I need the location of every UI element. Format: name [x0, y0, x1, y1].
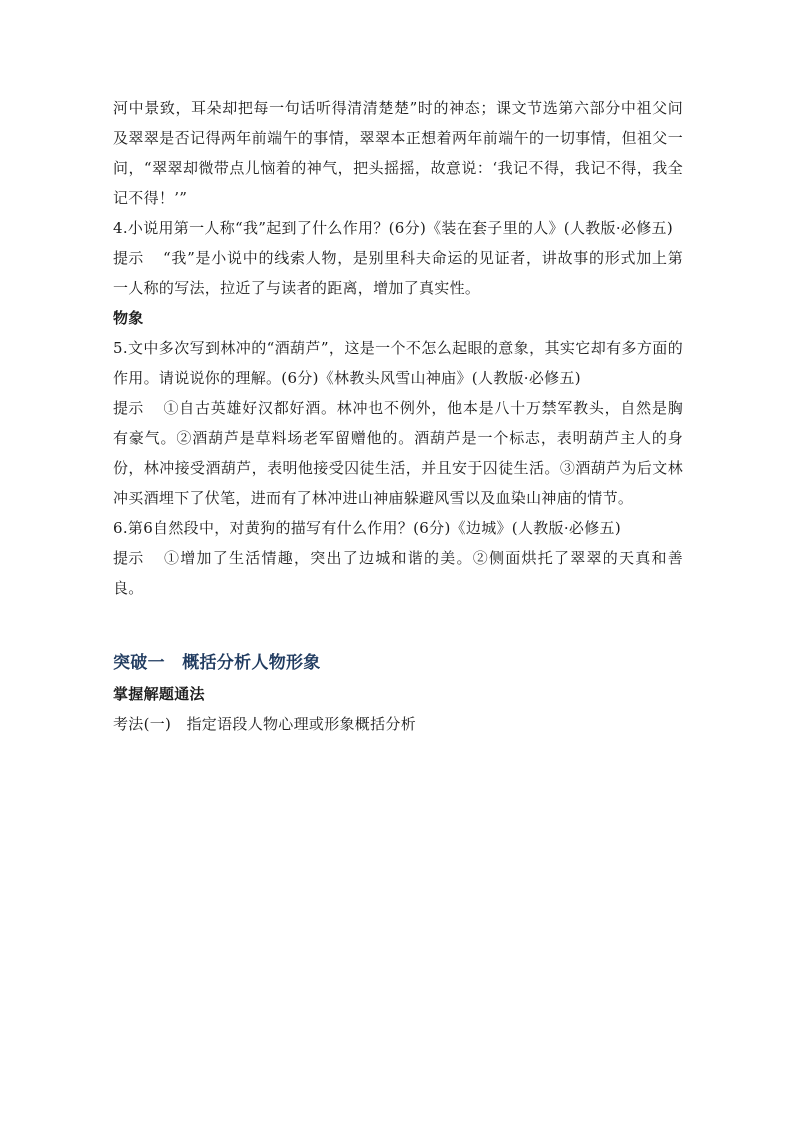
method-line: 考法(一) 指定语段人物心理或形象概括分析 [113, 715, 417, 733]
hint-label: 提示 [113, 549, 144, 567]
section-subheading: 掌握解题通法 [113, 685, 205, 703]
heading-wuxiang: 物象 [113, 309, 144, 327]
answer-hint-4 [113, 243, 683, 303]
paragraph-continued: 河中景致，耳朵却把每一句话听得清清楚楚”时的神态；课文节选第六部分中祖父问及翠翠是否记得两年前端午的事情，翠翠本正想着两年前端午的一切事情，但祖父一问，“翠翠却微带点儿恼着的神气，把头摇摇，故意说：‘我记不得，我记不得，我全记不得！’” [113, 99, 683, 207]
question-6: 6.第6自然段中，对黄狗的描写有什么作用？(6分)《边城》(人教版·必修五) [113, 519, 621, 537]
answer-hint-5 [113, 393, 683, 513]
question-5: 5.文中多次写到林冲的“酒葫芦”，这是一个不怎么起眼的意象，其实它却有多方面的作用。请说说你的理解。(6分)《林教头风雪山神庙》(人教版·必修五) [113, 339, 683, 387]
hint-label: 提示 [113, 249, 144, 267]
section-heading: 突破一 概括分析人物形象 [113, 653, 321, 673]
answer-hint-6 [113, 543, 683, 603]
hint-text: ①自古英雄好汉都好酒。林冲也不例外，他本是八十万禁军教头，自然是胸有豪气。②酒葫芦是草料场老军留赠他的。酒葫芦是一个标志，表明葫芦主人的身份，林冲接受酒葫芦，表明他接受囚徒生活，并且安于囚徒生活。③酒葫芦为后文林冲买酒埋下了伏笔，进而有了林冲进山神庙躲避风雪以及血染山神庙的情节。 [113, 399, 683, 507]
question-4: 4.小说用第一人称“我”起到了什么作用？(6分)《装在套子里的人》(人教版·必修五) [113, 219, 673, 237]
hint-text: ①增加了生活情趣，突出了边城和谐的美。②侧面烘托了翠翠的天真和善良。 [113, 549, 683, 597]
hint-text: “我”是小说中的线索人物，是别里科夫命运的见证者，讲故事的形式加上第一人称的写法，拉近了与读者的距离，增加了真实性。 [113, 249, 683, 297]
hint-label: 提示 [113, 399, 144, 417]
document-content [113, 93, 683, 739]
